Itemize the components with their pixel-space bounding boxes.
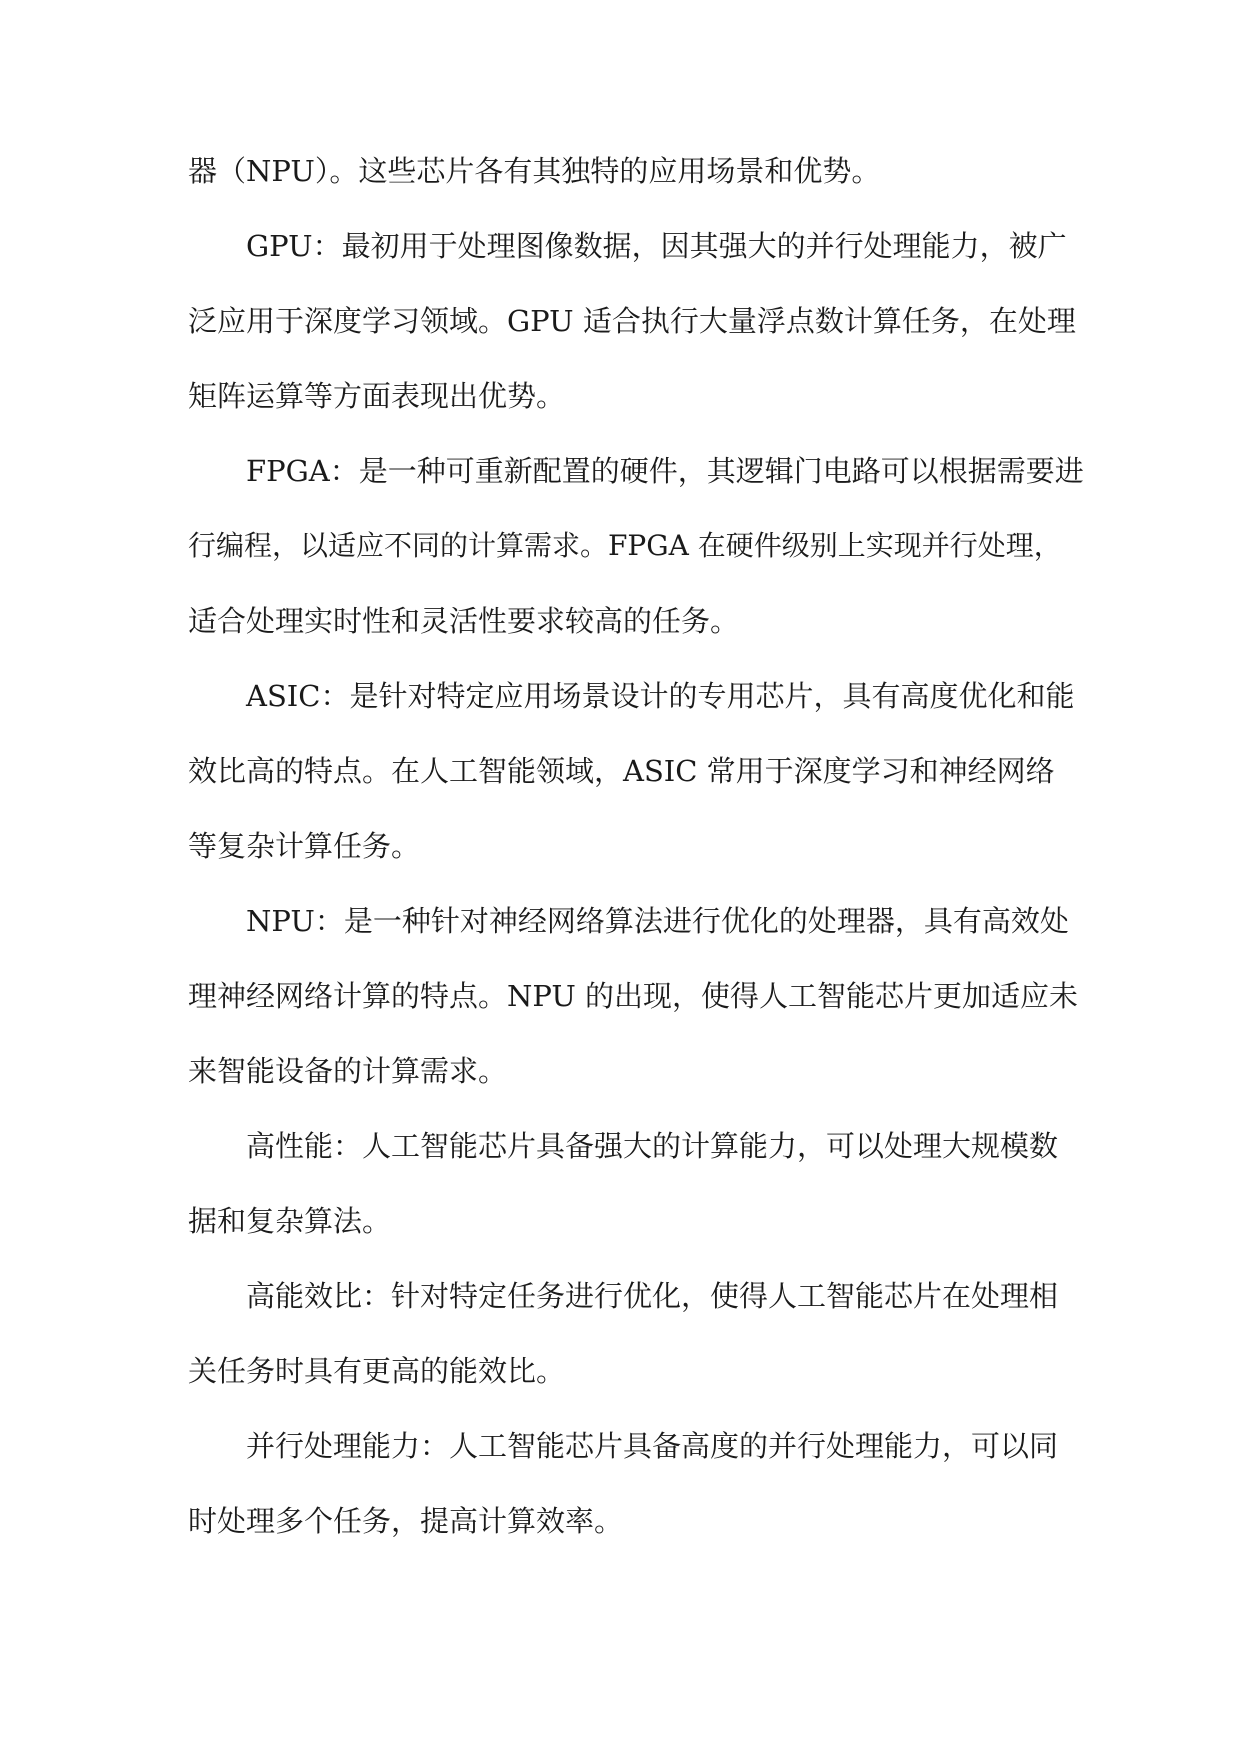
text-line: NPU：是一种针对神经网络算法进行优化的处理器，具有高效处 bbox=[246, 904, 1069, 938]
text-line: 泛应用于深度学习领域。GPU 适合执行大量浮点数计算任务，在处理 bbox=[188, 304, 1076, 338]
text-line: 等复杂计算任务。 bbox=[188, 829, 421, 863]
text-line: 矩阵运算等方面表现出优势。 bbox=[188, 379, 566, 413]
text-line: ASIC：是针对特定应用场景设计的专用芯片，具有高度优化和能 bbox=[246, 679, 1075, 713]
text-line: 高能效比：针对特定任务进行优化，使得人工智能芯片在处理相 bbox=[246, 1279, 1059, 1313]
text-line: 并行处理能力：人工智能芯片具备高度的并行处理能力，可以同 bbox=[246, 1429, 1059, 1463]
text-line: 时处理多个任务，提高计算效率。 bbox=[188, 1504, 624, 1538]
text-line: 适合处理实时性和灵活性要求较高的任务。 bbox=[188, 604, 740, 638]
text-line: 理神经网络计算的特点。NPU 的出现，使得人工智能芯片更加适应未 bbox=[188, 979, 1079, 1013]
text-line: FPGA：是一种可重新配置的硬件，其逻辑门电路可以根据需要进 bbox=[246, 454, 1084, 488]
text-line: 行编程，以适应不同的计算需求。FPGA 在硬件级别上实现并行处理， bbox=[188, 529, 1062, 562]
text-line: GPU：最初用于处理图像数据，因其强大的并行处理能力，被广 bbox=[246, 229, 1067, 263]
text-line: 来智能设备的计算需求。 bbox=[188, 1054, 508, 1088]
text-line: 据和复杂算法。 bbox=[188, 1204, 392, 1238]
text-line: 高性能：人工智能芯片具备强大的计算能力，可以处理大规模数 bbox=[246, 1129, 1059, 1163]
text-line: 效比高的特点。在人工智能领域，ASIC 常用于深度学习和神经网络 bbox=[188, 754, 1055, 788]
text-line: 关任务时具有更高的能效比。 bbox=[188, 1354, 566, 1388]
text-line: 器（NPU）。这些芯片各有其独特的应用场景和优势。 bbox=[188, 154, 881, 188]
